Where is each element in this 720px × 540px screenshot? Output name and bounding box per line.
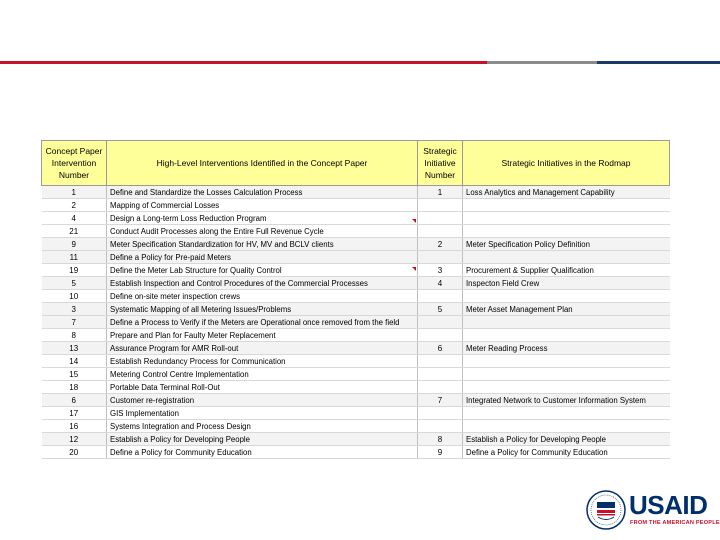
initiative-number-cell: 6 [418,342,463,355]
initiative-number-cell: 8 [418,433,463,446]
initiative-number-cell [418,329,463,342]
intervention-cell: GIS Implementation [107,407,418,420]
table-row [42,212,670,225]
intervention-number-cell: 1 [42,186,107,199]
table-row [42,251,670,264]
intervention-cell: Mapping of Commercial Losses [107,199,418,212]
initiative-number-cell [418,316,463,329]
intervention-cell: Define the Meter Lab Structure for Quality Control [107,264,418,277]
initiative-number-cell: 2 [418,238,463,251]
table-row [42,264,670,277]
comment-marker [412,219,416,223]
table-row [42,381,670,394]
intervention-cell: Customer re-registration [107,394,418,407]
intervention-cell: Metering Control Centre Implementation [107,368,418,381]
intervention-cell: Meter Specification Standardization for HV, MV and BCLV clients [107,238,418,251]
initiative-cell [463,225,670,238]
table-row [42,186,670,199]
initiative-number-cell [418,420,463,433]
initiative-number-cell [418,381,463,394]
initiative-cell: Procurement & Supplier Qualification [463,264,670,277]
table-row [42,225,670,238]
intervention-number-cell: 16 [42,420,107,433]
intervention-cell: Define a Process to Verify if the Meters are Operational once removed from the field [107,316,418,329]
intervention-number-cell: 18 [42,381,107,394]
table-row [42,316,670,329]
initiative-cell [463,381,670,394]
intervention-cell: Systems Integration and Process Design [107,420,418,433]
initiative-number-cell: 3 [418,264,463,277]
initiative-number-cell [418,251,463,264]
interventions-table [41,140,670,459]
initiative-number-cell: 7 [418,394,463,407]
table-row [42,329,670,342]
header-initiative-number: Strategic Initiative Number [418,141,463,186]
intervention-number-cell: 13 [42,342,107,355]
initiative-number-cell [418,355,463,368]
table-row [42,446,670,459]
intervention-number-cell: 11 [42,251,107,264]
header-intervention-number: Concept Paper Intervention Number [42,141,107,186]
initiative-cell [463,251,670,264]
table-row [42,394,670,407]
header-initiatives: Strategic Initiatives in the Rodmap [463,141,670,186]
initiative-number-cell: 5 [418,303,463,316]
initiative-cell [463,199,670,212]
intervention-cell: Assurance Program for AMR Roll-out [107,342,418,355]
intervention-number-cell: 14 [42,355,107,368]
initiative-number-cell [418,225,463,238]
initiative-cell: Meter Asset Management Plan [463,303,670,316]
intervention-number-cell: 12 [42,433,107,446]
table-row [42,303,670,316]
intervention-number-cell: 20 [42,446,107,459]
initiative-cell: Define a Policy for Community Education [463,446,670,459]
initiative-cell [463,316,670,329]
intervention-cell: Systematic Mapping of all Metering Issues/Problems [107,303,418,316]
table-row [42,407,670,420]
table-row [42,420,670,433]
header-interventions: High-Level Interventions Identified in the Concept Paper [107,141,418,186]
table-row [42,355,670,368]
initiative-cell [463,420,670,433]
top-accent-bar-gray [487,61,597,64]
intervention-cell: Establish Redundancy Process for Communication [107,355,418,368]
logo-tagline: FROM THE AMERICAN PEOPLE [630,520,720,526]
table-row [42,277,670,290]
intervention-cell: Conduct Audit Processes along the Entire Full Revenue Cycle [107,225,418,238]
intervention-number-cell: 10 [42,290,107,303]
logo-wordmark: USAID [629,490,708,520]
initiative-cell: Establish a Policy for Developing People [463,433,670,446]
intervention-cell: Establish Inspection and Control Procedures of the Commercial Processes [107,277,418,290]
intervention-cell: Prepare and Plan for Faulty Meter Replacement [107,329,418,342]
initiative-number-cell [418,212,463,225]
intervention-cell: Define a Policy for Community Education [107,446,418,459]
intervention-number-cell: 19 [42,264,107,277]
table-row [42,290,670,303]
initiative-number-cell: 4 [418,277,463,290]
intervention-number-cell: 9 [42,238,107,251]
top-accent-bar-red [0,61,487,64]
initiative-cell [463,368,670,381]
initiative-cell [463,355,670,368]
initiative-number-cell [418,407,463,420]
intervention-cell: Portable Data Terminal Roll-Out [107,381,418,394]
intervention-number-cell: 8 [42,329,107,342]
intervention-number-cell: 2 [42,199,107,212]
initiative-number-cell [418,368,463,381]
table-row [42,433,670,446]
initiative-cell: Loss Analytics and Management Capability [463,186,670,199]
comment-marker [412,267,416,271]
intervention-cell: Define on-site meter inspection crews [107,290,418,303]
intervention-number-cell: 3 [42,303,107,316]
table-header-row [42,141,670,186]
intervention-cell: Design a Long-term Loss Reduction Program [107,212,418,225]
initiative-cell: Integrated Network to Customer Information System [463,394,670,407]
table-row [42,342,670,355]
initiative-number-cell [418,290,463,303]
table-row [42,199,670,212]
initiative-number-cell: 9 [418,446,463,459]
initiative-cell [463,290,670,303]
intervention-cell: Define a Policy for Pre-paid Meters [107,251,418,264]
intervention-number-cell: 7 [42,316,107,329]
intervention-number-cell: 6 [42,394,107,407]
table-row [42,238,670,251]
intervention-number-cell: 4 [42,212,107,225]
initiative-cell: Inspecton Field Crew [463,277,670,290]
initiative-cell [463,212,670,225]
usaid-seal-icon [586,490,626,530]
intervention-number-cell: 17 [42,407,107,420]
initiative-number-cell [418,199,463,212]
top-accent-bar-navy [597,61,720,64]
initiative-cell: Meter Specification Policy Definition [463,238,670,251]
intervention-cell: Establish a Policy for Developing People [107,433,418,446]
intervention-number-cell: 21 [42,225,107,238]
intervention-number-cell: 15 [42,368,107,381]
initiative-cell [463,329,670,342]
intervention-cell: Define and Standardize the Losses Calculation Process [107,186,418,199]
table-row [42,368,670,381]
initiative-cell: Meter Reading Process [463,342,670,355]
initiative-cell [463,407,670,420]
intervention-number-cell: 5 [42,277,107,290]
usaid-logo [586,490,720,532]
initiative-number-cell: 1 [418,186,463,199]
